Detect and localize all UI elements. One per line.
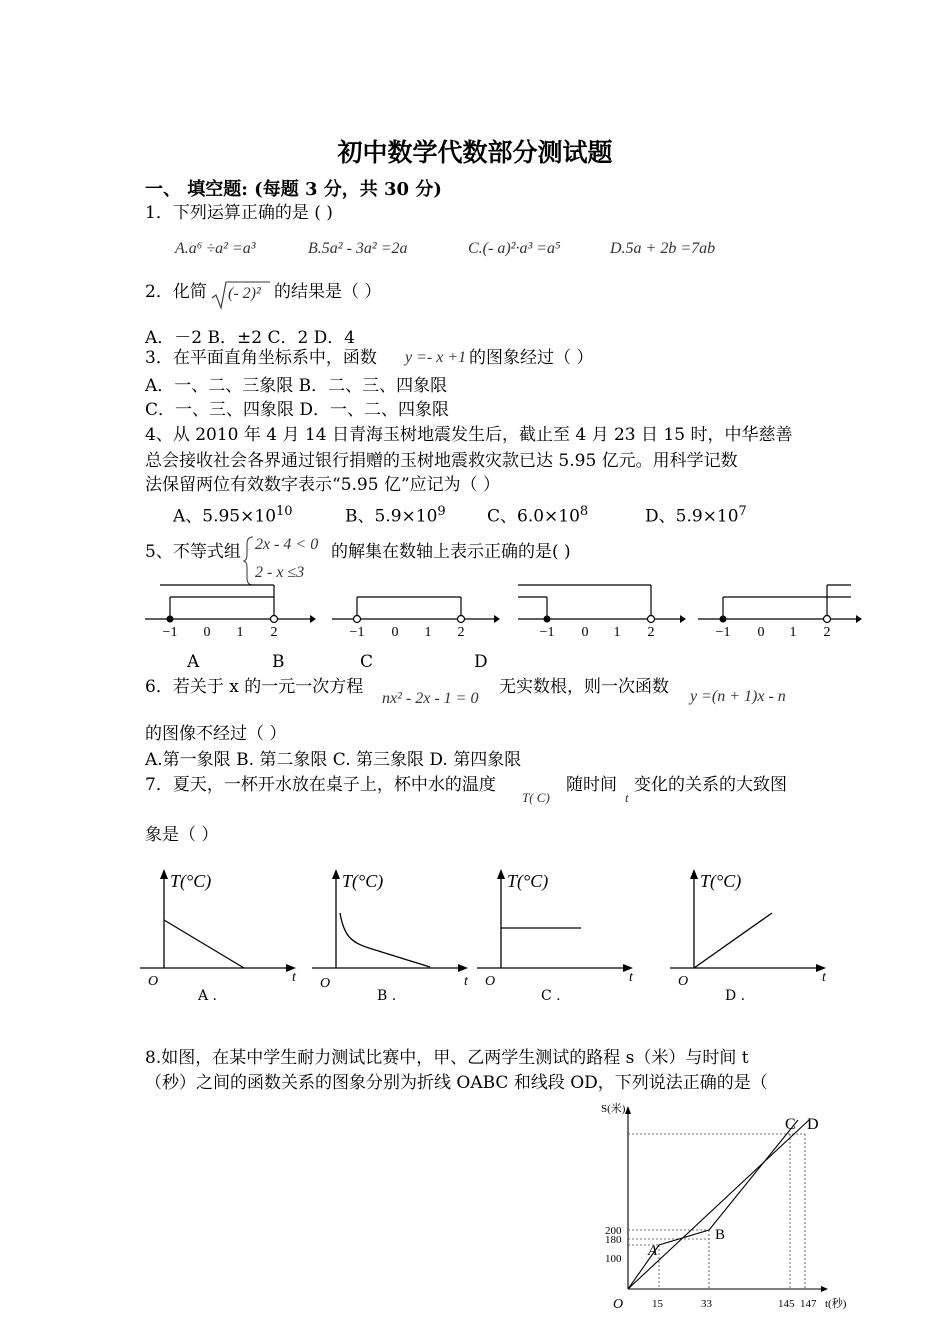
- number-line-b: [327, 578, 502, 648]
- q6-equation: nx² - 2x - 1 = 0: [382, 690, 479, 707]
- origin-label: O: [678, 974, 689, 989]
- tick-label: −1: [162, 625, 178, 640]
- temp-graph-c: [475, 865, 640, 995]
- point-b-label: B: [715, 1227, 726, 1243]
- q3-stem-b: 的图象经过（ ）: [469, 348, 594, 368]
- q5-label-c: C: [360, 652, 374, 672]
- tick-label: −1: [539, 625, 555, 640]
- q7-temp-var: T( C): [522, 790, 550, 805]
- q7-label-d: D .: [725, 988, 746, 1004]
- q6-options: A.第一象限 B. 第二象限 C. 第三象限 D. 第四象限: [145, 750, 522, 770]
- origin-label: O: [320, 976, 331, 991]
- q1-option-b: B.5a² - 3a² =2a: [308, 240, 408, 257]
- q7-label-b: B .: [377, 988, 397, 1004]
- point-a-label: A: [648, 1243, 658, 1259]
- tick-label: 0: [391, 625, 399, 640]
- q3-options-row1: A．一、二、三象限 B．二、三、四象限: [145, 376, 448, 396]
- q5-label-a: A: [187, 652, 200, 672]
- q3-options-row2: C．一、三、四象限 D．一、二、四象限: [145, 400, 450, 420]
- q3-function: y =- x +1: [405, 349, 467, 366]
- q4-line1: 4、从 2010 年 4 月 14 日青海玉树地震发生后，截止至 4 月 23 日 15 时，中华慈善: [145, 425, 793, 445]
- q6-function: y =(n + 1)x - n: [690, 688, 786, 705]
- axis-label-t: t(秒): [825, 1298, 847, 1310]
- axis-label-y: T(°C): [342, 871, 384, 891]
- tick-label: 2: [823, 625, 831, 640]
- x-tick-33: 33: [701, 1298, 712, 1310]
- axis-label-y: T(°C): [170, 871, 212, 891]
- q7-stem-b: 随时间: [566, 775, 617, 795]
- q6-line2: 的图像不经过（ ）: [145, 724, 287, 744]
- origin-label: O: [485, 974, 496, 989]
- q4-option-a: A、$5.95\times 10^{10}$: [173, 504, 293, 527]
- q3-stem-a: 3．在平面直角坐标系中，函数: [145, 348, 377, 368]
- x-tick-15: 15: [652, 1298, 663, 1310]
- axis-label-y: T(°C): [700, 871, 742, 891]
- tick-label: −1: [715, 625, 731, 640]
- q5-inequality-2: 2 - x ≤3: [255, 564, 305, 581]
- y-tick-100: 100: [605, 1253, 622, 1265]
- point-d-label: D: [807, 1116, 819, 1133]
- number-line-c: [513, 578, 688, 648]
- q4-line2: 总会接收社会各界通过银行捐赠的玉树地震救灾款已达 5.95 亿元。用科学记数: [145, 451, 738, 471]
- q4-option-c: C、$6.0\times 10^8$: [487, 504, 589, 527]
- q5-label-d: D: [474, 652, 488, 672]
- number-line-d: [693, 578, 868, 648]
- axis-label-x: t: [629, 970, 633, 985]
- origin-label: O: [148, 974, 159, 989]
- q2-stem-a: 2．化简: [145, 282, 207, 302]
- tick-label: −1: [349, 625, 365, 640]
- q1-option-c: C.(- a)²·a³ =a⁵: [468, 240, 561, 257]
- q5-stem-b: 的解集在数轴上表示正确的是( ): [331, 542, 571, 562]
- tick-label: 0: [581, 625, 589, 640]
- tick-label: 2: [647, 625, 655, 640]
- section-heading: 一、 填空题: (每题 3 分，共 30 分): [145, 179, 442, 200]
- y-tick-200: 200: [605, 1225, 622, 1237]
- q6-stem-a: 6．若关于 x 的一元一次方程: [145, 677, 364, 697]
- temp-graph-b: [312, 865, 477, 995]
- temp-graph-d: [670, 865, 835, 995]
- q7-stem-c: 变化的关系的大致图: [634, 775, 787, 795]
- q4-line3: 法保留两位有效数字表示“5.95 亿”应记为（ ）: [145, 475, 501, 495]
- origin-label: O: [613, 1297, 624, 1312]
- axis-label-x: t: [292, 970, 296, 985]
- tick-label: 0: [757, 625, 765, 640]
- axis-label-s: S(米): [601, 1103, 626, 1115]
- q6-stem-b: 无实数根，则一次函数: [499, 677, 669, 697]
- q5-stem-a: 5、不等式组: [145, 542, 241, 562]
- q7-label-a: A .: [198, 988, 218, 1004]
- axis-label-x: t: [464, 974, 468, 989]
- tick-label: 2: [457, 625, 465, 640]
- x-tick-147: 147: [800, 1298, 817, 1310]
- q7-stem-a: 7．夏天，一杯开水放在桌子上，杯中水的温度: [145, 775, 496, 795]
- q1-option-d: D.5a + 2b =7ab: [610, 240, 716, 257]
- tick-label: 2: [270, 625, 278, 640]
- tick-label: 1: [789, 625, 797, 640]
- q7-time-var: t: [625, 790, 629, 805]
- point-c-label: C: [785, 1116, 796, 1133]
- axis-label-x: t: [822, 970, 826, 985]
- q8-line1: 8.如图，在某中学生耐力测试比赛中，甲、乙两学生测试的路程 s（米）与时间 t: [145, 1048, 749, 1068]
- tick-label: 1: [424, 625, 432, 640]
- q5-label-b: B: [272, 652, 285, 672]
- q4-option-d: D、$5.9\times 10^7$: [645, 504, 747, 527]
- q8-line2: （秒）之间的函数关系的图象分别为折线 OABC 和线段 OD，下列说法正确的是（: [145, 1073, 768, 1093]
- q7-line2: 象是（ ）: [145, 825, 219, 845]
- axis-label-y: T(°C): [507, 871, 549, 891]
- q2-radicand: (- 2)²: [228, 285, 261, 302]
- q2-options: A．－2 B．±2 C．2 D．4: [145, 328, 356, 348]
- q7-label-c: C .: [541, 988, 561, 1004]
- q5-inequality-1: 2x - 4 < 0: [255, 536, 319, 553]
- q2-stem-b: 的结果是（ ）: [274, 282, 382, 302]
- tick-label: 0: [203, 625, 211, 640]
- q1-option-a: A.a⁶ ÷a² =a³: [175, 240, 256, 257]
- tick-label: 1: [236, 625, 244, 640]
- page-title: 初中数学代数部分测试题: [337, 138, 613, 167]
- q4-option-b: B、$5.9\times 10^9$: [345, 504, 446, 527]
- distance-time-graph: [595, 1100, 860, 1330]
- y-tick-180: 180: [605, 1234, 622, 1246]
- number-line-a: [140, 578, 315, 648]
- temp-graph-a: [140, 865, 305, 995]
- q1-stem: 1．下列运算正确的是 ( ): [145, 203, 333, 223]
- x-tick-145: 145: [778, 1298, 795, 1310]
- tick-label: 1: [613, 625, 621, 640]
